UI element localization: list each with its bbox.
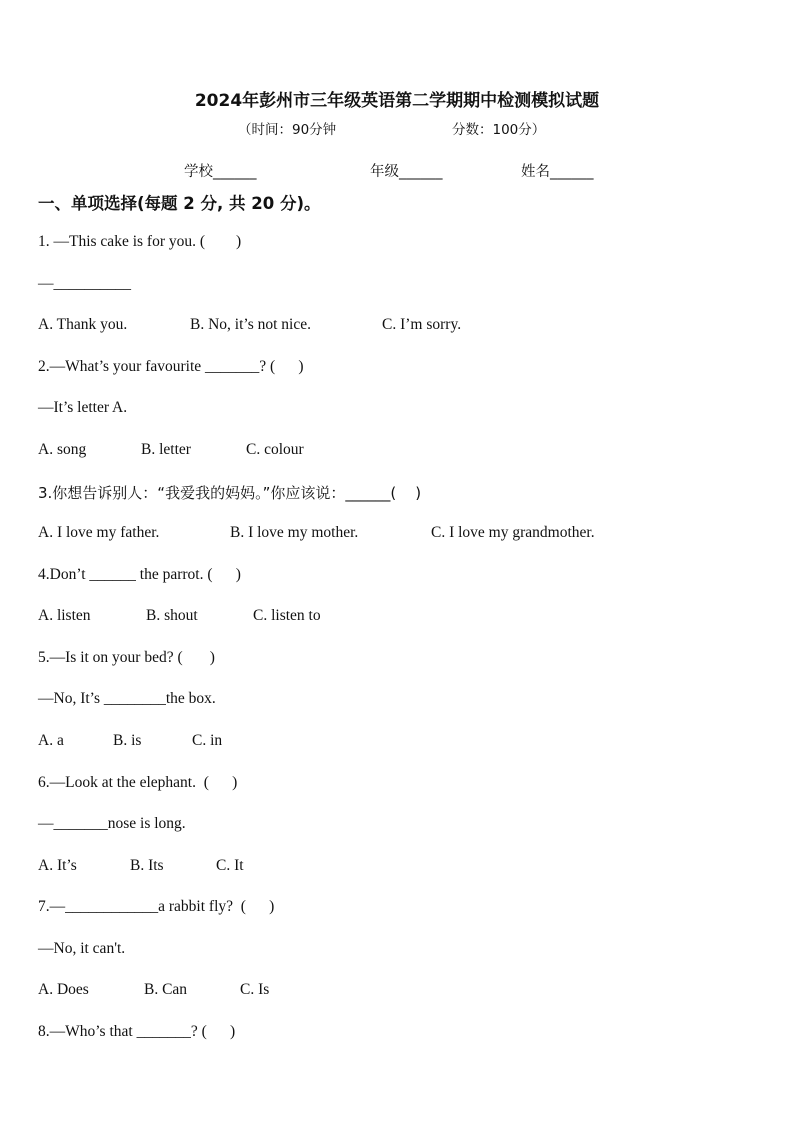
question-7-option-a: A. Does <box>38 981 89 998</box>
question-2-response: —It’s letter A. <box>38 399 128 416</box>
section-heading: 一、单项选择(每题 2 分, 共 20 分)。 <box>38 194 321 213</box>
question-4-option-b: B. shout <box>146 607 198 624</box>
question-5-option-b: B. is <box>113 732 142 749</box>
question-2-option-b: B. letter <box>141 441 191 458</box>
question-2-prompt: 2.—What’s your favourite _______? ( ) <box>38 358 304 375</box>
question-5-option-a: A. a <box>38 732 64 749</box>
question-2-option-a: A. song <box>38 441 87 458</box>
exam-title: 2024年彭州市三年级英语第二学期期中检测模拟试题 <box>194 91 600 111</box>
exam-time: （时间：90分钟 <box>238 122 337 138</box>
question-1-option-c: C. I’m sorry. <box>382 316 462 333</box>
grade-field: 年级______ <box>370 164 443 180</box>
question-7-prompt: 7.—____________a rabbit fly? ( ) <box>38 898 275 915</box>
question-1-option-a: A. Thank you. <box>38 316 128 333</box>
question-1-prompt: 1. —This cake is for you. ( ) <box>38 233 242 250</box>
question-6-prompt: 6.—Look at the elephant. ( ) <box>38 774 238 791</box>
question-5-response: —No, It’s ________the box. <box>38 690 216 707</box>
question-7-option-c: C. Is <box>240 981 270 998</box>
school-field: 学校______ <box>184 164 257 180</box>
question-1-option-b: B. No, it’s not nice. <box>190 316 311 333</box>
question-3-option-a: A. I love my father. <box>38 524 160 541</box>
question-3-option-c: C. I love my grandmother. <box>431 524 595 541</box>
question-6-option-a: A. It’s <box>38 857 77 874</box>
question-4-option-a: A. listen <box>38 607 91 624</box>
exam-score: 分数：100分） <box>452 122 546 138</box>
name-field: 姓名______ <box>521 164 594 180</box>
question-6-response: —_______nose is long. <box>38 815 186 832</box>
question-4-option-c: C. listen to <box>253 607 321 624</box>
question-6-option-c: C. It <box>216 857 244 874</box>
question-7-response: —No, it can't. <box>38 940 126 957</box>
question-8-prompt: 8.—Who’s that _______? ( ) <box>38 1023 236 1040</box>
question-6-option-b: B. Its <box>130 857 164 874</box>
question-5-option-c: C. in <box>192 732 223 749</box>
question-1-response: —__________ <box>38 275 131 292</box>
question-2-option-c: C. colour <box>246 441 304 458</box>
question-7-option-b: B. Can <box>144 981 188 998</box>
question-5-prompt: 5.—Is it on your bed? ( ) <box>38 649 215 666</box>
question-3-prompt: 3.你想告诉别人：“我爱我的妈妈。”你应该说：______( ) <box>38 484 422 502</box>
question-4-prompt: 4.Don’t ______ the parrot. ( ) <box>38 566 241 583</box>
question-3-option-b: B. I love my mother. <box>230 524 359 541</box>
